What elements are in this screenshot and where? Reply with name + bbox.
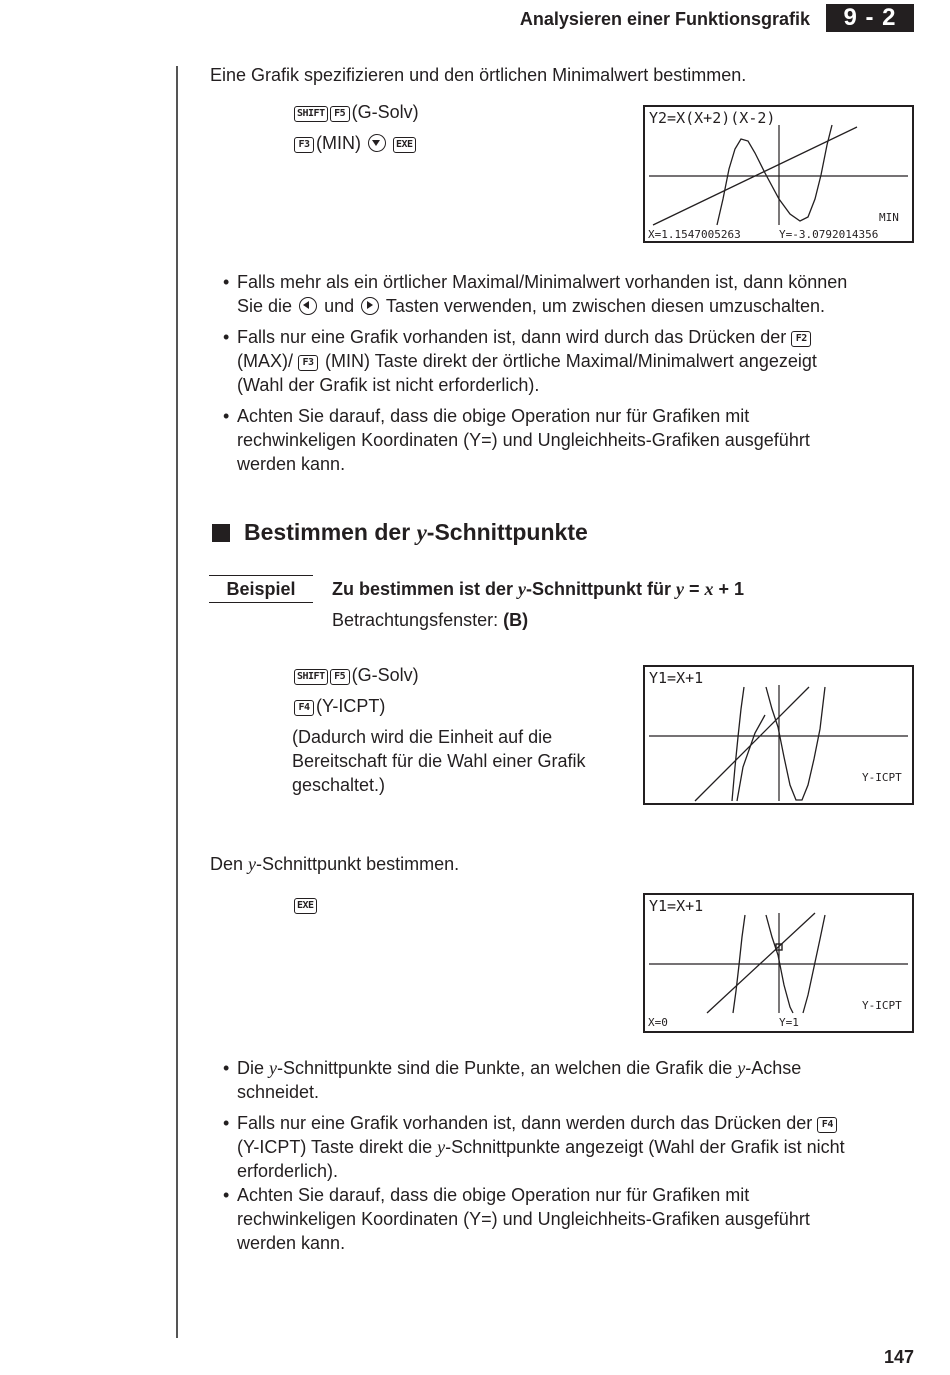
bullet-var: y [737, 1058, 746, 1078]
y-readout: Y=1 [779, 1016, 799, 1029]
calculator-screen-min [643, 105, 914, 243]
f3-key: F3 [298, 355, 318, 371]
bullet-text: Falls nur eine Grafik vorhanden ist, dann werden durch das Drücken der [237, 1113, 813, 1133]
bullet-text: Achten Sie darauf, dass die obige Operation nur für Grafiken mit [237, 1185, 750, 1205]
view-window-value: (B) [503, 610, 529, 630]
section-marker [212, 524, 230, 542]
step3-text-part: -Schnittpunkt bestimmen. [256, 854, 460, 874]
example-heading [332, 577, 744, 601]
x-readout: X=0 [648, 1016, 668, 1029]
x-readout: X=1.1547005263 [648, 228, 741, 241]
screen-min-graph [645, 107, 912, 241]
step-exe [294, 892, 319, 916]
step-label: (G-Solv) [351, 665, 419, 685]
cursor-down-key-icon [368, 134, 386, 152]
exe-key: EXE [393, 137, 416, 153]
f5-key: F5 [330, 106, 350, 122]
bullet-var: y [269, 1058, 278, 1078]
section-title [244, 519, 588, 546]
screen-yicpt-select-graph [645, 667, 912, 803]
running-header: Analysieren einer Funktionsgrafik [519, 9, 810, 29]
bullet-text: rechwinkeligen Koordinaten (Y=) und Ungleichheits-Grafiken ausgeführt [237, 430, 810, 450]
note-line: geschaltet.) [292, 775, 386, 795]
view-window-label: Betrachtungsfenster: [332, 610, 504, 630]
screen-title: Y2=X(X+2)(X-2) [649, 109, 776, 127]
bullet-text: -Achse [745, 1058, 802, 1078]
bullet-operation-note-2 [237, 1183, 810, 1255]
section-title-text: Bestimmen der [244, 519, 417, 545]
bullet-text: -Schnittpunkte sind die Punkte, an welchen die Grafik die [277, 1058, 738, 1078]
shift-key: SHIFT [294, 106, 328, 122]
bullet-text: (MAX)/ [237, 351, 293, 371]
example-heading-text: = [684, 579, 705, 599]
screen-title: Y1=X+1 [649, 669, 704, 687]
example-heading-var: y [518, 579, 527, 599]
bullet-text: (Wahl der Grafik ist nicht erforderlich). [237, 375, 540, 395]
example-heading-text: -Schnittpunkt für [526, 579, 677, 599]
step-label: (Y-ICPT) [316, 696, 386, 716]
step3-text [210, 852, 459, 876]
step3-var: y [248, 854, 257, 874]
bullet-text: Tasten verwenden, um zwischen diesen umzuschalten. [385, 296, 826, 316]
example-heading-text: + 1 [713, 579, 745, 599]
bullet-intercepts-definition [237, 1056, 801, 1104]
bullet-single-graph [237, 325, 817, 397]
bullet-text: (Y-ICPT) Taste direkt die [237, 1137, 438, 1157]
step-label: (MIN) [316, 133, 361, 153]
step-label: (G-Solv) [351, 102, 419, 122]
f3-key: F3 [294, 137, 314, 153]
step-min [294, 131, 418, 155]
intro-text: Eine Grafik spezifizieren und den örtlichen Minimalwert bestimmen. [210, 65, 747, 85]
example-heading-text: Zu bestimmen ist der [332, 579, 519, 599]
page-number: 147 [883, 1347, 914, 1367]
screen-mode-tag: MIN [879, 211, 899, 224]
bullet-text: -Schnittpunkte angezeigt (Wahl der Grafik ist nicht [445, 1137, 845, 1157]
bullet-var: y [437, 1137, 446, 1157]
step-gsolv [294, 100, 419, 124]
bullet-operation-note [237, 404, 810, 476]
f4-key: F4 [817, 1117, 837, 1133]
exe-key: EXE [294, 898, 317, 914]
screen-yicpt-result-graph [645, 895, 912, 1031]
note-line: (Dadurch wird die Einheit auf die [292, 727, 553, 747]
bullet-text: Falls nur eine Grafik vorhanden ist, dann wird durch das Drücken der [237, 327, 787, 347]
section-title-var: y [416, 520, 427, 545]
bullet-text: Die [237, 1058, 270, 1078]
bullet-text: Sie die [237, 296, 293, 316]
f2-key: F2 [791, 331, 811, 347]
example-heading-var: y [676, 579, 685, 599]
f4-key: F4 [294, 700, 314, 716]
bullet-single-graph-yicpt [237, 1111, 845, 1183]
step3-text-part: Den [210, 854, 249, 874]
bullet-text: Achten Sie darauf, dass die obige Operation nur für Grafiken mit [237, 406, 750, 426]
y-readout: Y=-3.0792014356 [779, 228, 879, 241]
screen-title: Y1=X+1 [649, 897, 704, 915]
bullet-text: und [324, 296, 355, 316]
example-label: Beispiel [209, 575, 313, 603]
step-gsolv-2 [294, 663, 419, 687]
example-heading-var: x [704, 579, 714, 599]
bullet-text: werden kann. [237, 1233, 346, 1253]
bullet-switch [237, 270, 847, 318]
calculator-screen-yicpt-result [643, 893, 914, 1033]
step-yicpt [294, 694, 385, 718]
cursor-right-key-icon [361, 297, 379, 315]
screen-mode-tag: Y-ICPT [862, 999, 902, 1012]
section-title-text: -Schnittpunkte [426, 519, 588, 545]
note-line: Bereitschaft für die Wahl einer Grafik [292, 751, 586, 771]
cursor-left-key-icon [299, 297, 317, 315]
step-note [292, 725, 585, 797]
bullet-text: werden kann. [237, 454, 346, 474]
f5-key: F5 [330, 669, 350, 685]
screen-mode-tag: Y-ICPT [862, 771, 902, 784]
bullet-text: erforderlich). [237, 1161, 339, 1181]
bullet-text: Falls mehr als ein örtlicher Maximal/Minimalwert vorhanden ist, dann können [237, 272, 848, 292]
bullet-text: rechwinkeligen Koordinaten (Y=) und Ungleichheits-Grafiken ausgeführt [237, 1209, 810, 1229]
bullet-text: (MIN) Taste direkt der örtliche Maximal/Minimalwert angezeigt [325, 351, 817, 371]
bullet-text: schneidet. [237, 1082, 320, 1102]
calculator-screen-yicpt-select [643, 665, 914, 805]
margin-rule [176, 66, 178, 1338]
view-window [332, 608, 528, 632]
chapter-number: 9 - 2 [826, 4, 914, 32]
shift-key: SHIFT [294, 669, 328, 685]
